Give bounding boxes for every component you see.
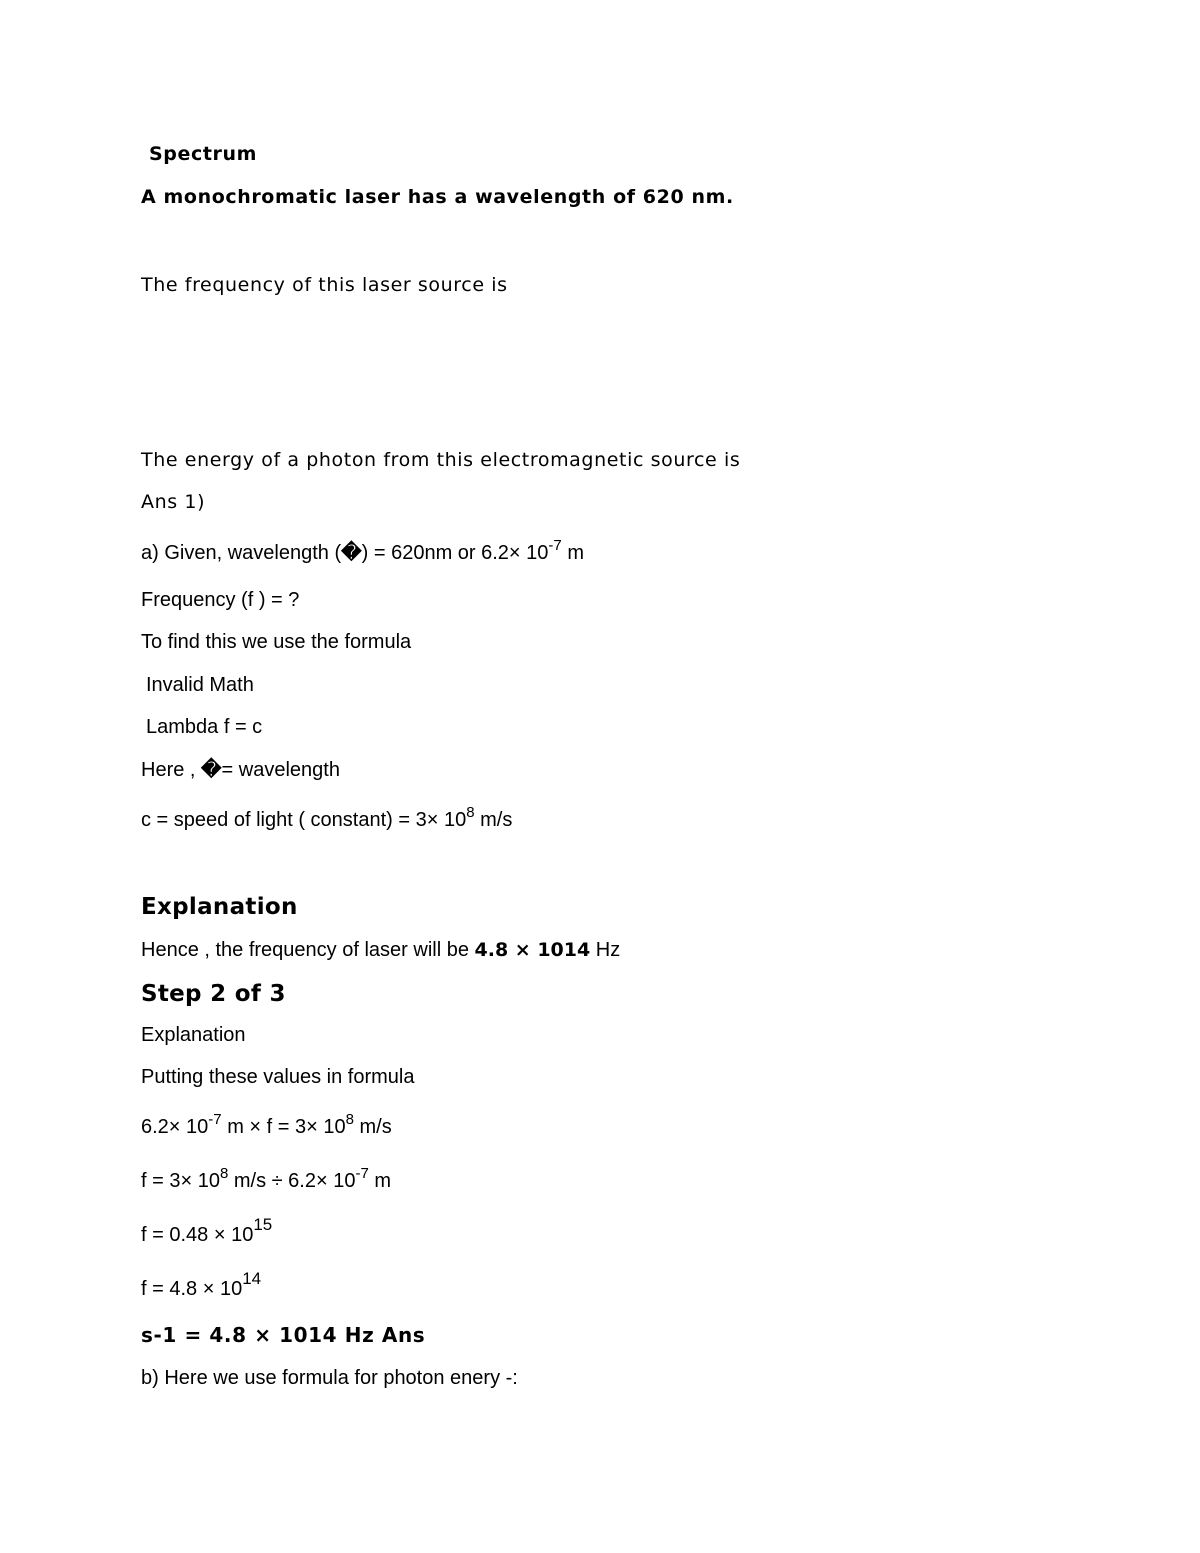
formula-intro: To find this we use the formula: [141, 631, 412, 653]
lambda-symbol: �: [341, 542, 362, 564]
part-b-line: b) Here we use formula for photon enery -:: [141, 1367, 518, 1389]
given-exponent: -7: [548, 537, 562, 554]
eq1-part-c: m/s: [353, 1116, 392, 1138]
eq4-exp: 14: [242, 1269, 262, 1288]
document-title: Spectrum: [149, 143, 258, 165]
explanation-label: Explanation: [141, 1024, 246, 1046]
eq1-exp-b: 8: [345, 1111, 354, 1128]
result-line: s-1 = 4.8 × 1014 Hz Ans: [141, 1323, 426, 1347]
here-prefix: Here ,: [141, 759, 202, 781]
speed-of-light-line: [141, 804, 513, 831]
invalid-math: Invalid Math: [146, 674, 254, 696]
eq2-part-b: m/s ÷ 6.2× 10: [228, 1170, 356, 1192]
c-prefix: c = speed of light ( constant) = 3× 10: [141, 809, 467, 831]
given-line: [141, 537, 584, 564]
here-suffix: = wavelength: [221, 759, 340, 781]
eq1-part-b: m × f = 3× 10: [221, 1116, 346, 1138]
equation-4: [141, 1269, 262, 1300]
equation-1: [141, 1111, 392, 1138]
eq2-part-c: m: [368, 1170, 392, 1192]
hence-prefix: Hence , the frequency of laser will be: [141, 939, 475, 961]
eq1-part-a: 6.2× 10: [141, 1116, 209, 1138]
explanation-heading: Explanation: [141, 894, 298, 920]
question-line-3: The energy of a photon from this electromagnetic source is: [141, 449, 741, 471]
hence-unit: Hz: [590, 939, 621, 961]
equation-3: [141, 1215, 273, 1246]
equation-2: [141, 1165, 392, 1192]
given-prefix: a) Given, wavelength (: [141, 542, 342, 564]
c-exponent: 8: [466, 804, 475, 821]
hence-line: [141, 940, 620, 960]
putting-line: Putting these values in formula: [141, 1066, 415, 1088]
eq2-exp-b: -7: [355, 1165, 369, 1182]
given-mid: ) = 620nm or 6.2× 10: [361, 542, 549, 564]
eq2-part-a: f = 3× 10: [141, 1170, 220, 1192]
question-line-2: The frequency of this laser source is: [141, 274, 508, 296]
lambda-symbol-2: �: [201, 759, 222, 781]
frequency-line: Frequency (f ) = ?: [141, 589, 300, 611]
lambda-formula: Lambda f = c: [146, 716, 263, 738]
question-line-1: A monochromatic laser has a wavelength of 620 nm.: [141, 186, 734, 208]
given-suffix: m: [561, 542, 584, 564]
hence-value: 4.8 × 1014: [474, 939, 591, 961]
eq3-exp: 15: [253, 1215, 273, 1234]
eq2-exp-a: 8: [219, 1165, 229, 1182]
c-suffix: m/s: [474, 809, 513, 831]
here-line: [141, 760, 340, 780]
eq1-exp-a: -7: [208, 1111, 222, 1128]
step-heading: Step 2 of 3: [141, 981, 286, 1007]
eq3-part-a: f = 0.48 × 10: [141, 1224, 254, 1246]
answer-label: Ans 1): [141, 491, 206, 513]
eq4-part-a: f = 4.8 × 10: [141, 1278, 243, 1300]
